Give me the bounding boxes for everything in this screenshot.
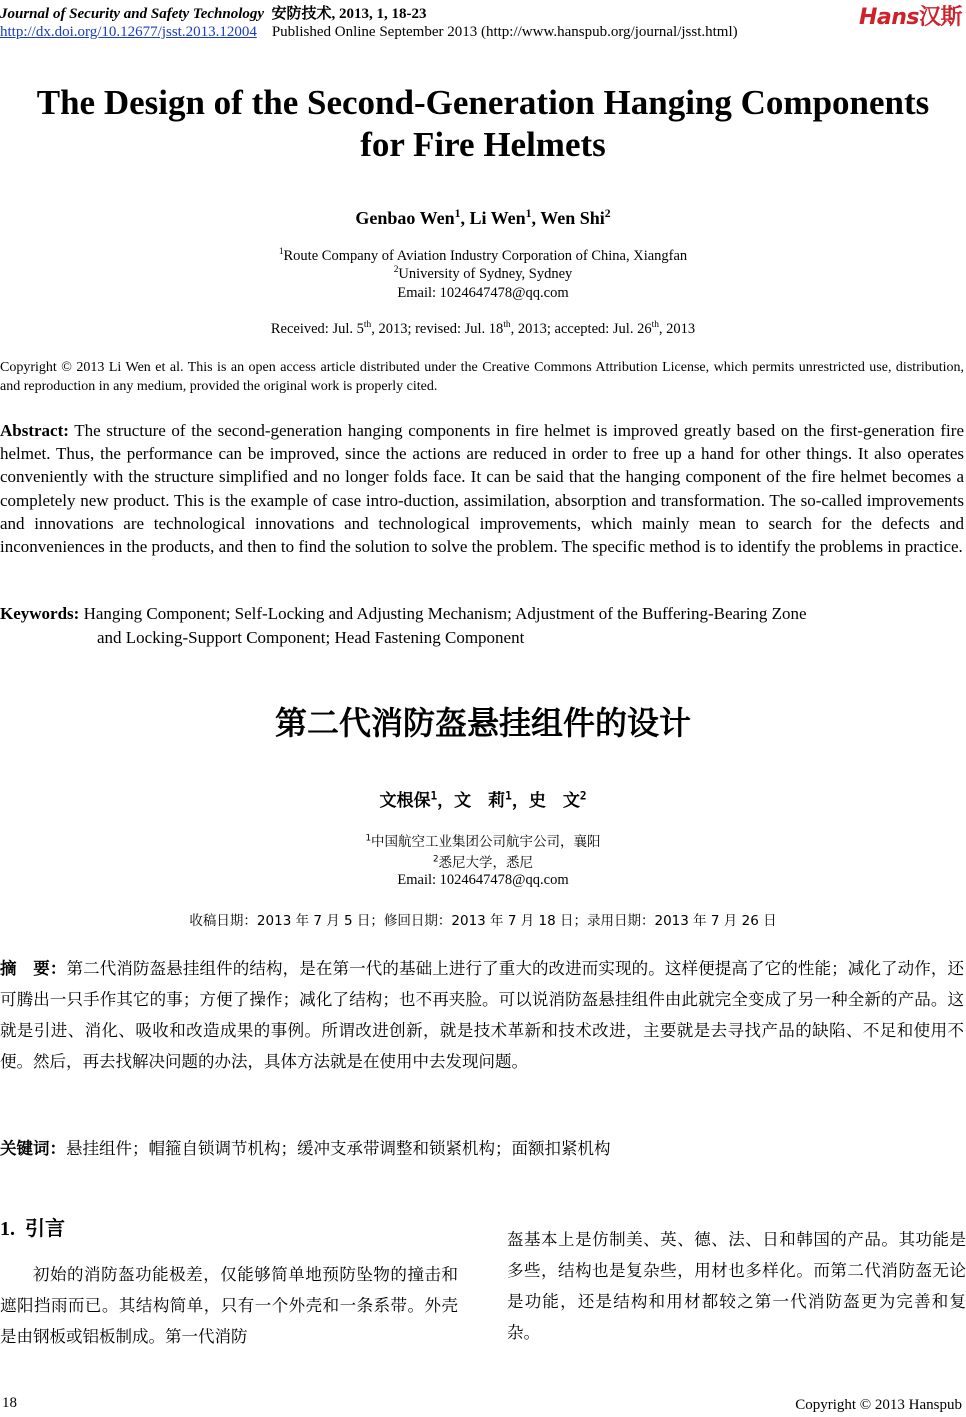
author-cn-name: 史 文	[528, 791, 580, 811]
keywords-cn-text: 悬挂组件；帽箍自锁调节机构；缓冲支承带调整和锁紧机构；面额扣紧机构	[66, 1139, 611, 1158]
date-part: , 2013	[658, 321, 696, 337]
aff-text: University of Sydney, Sydney	[398, 266, 573, 282]
header-links	[0, 24, 738, 41]
keywords-line1: Hanging Component; Self-Locking and Adjusting Mechanism; Adjustment of the Buffering-Bearing Zone	[79, 604, 807, 623]
author-cn-sep: ，	[511, 791, 529, 811]
affiliation-cn-2	[0, 851, 966, 871]
author-cn-sup: 1	[430, 789, 438, 803]
authors-en	[0, 208, 966, 229]
author-name: Genbao Wen	[355, 208, 455, 228]
author-cn-name: 文 莉	[454, 791, 506, 811]
abstract-cn-text: 第二代消防盔悬挂组件的结构，是在第一代的基础上进行了重大的改进而实现的。这样便提高了它的性能；减化了动作，还可腾出一只手作其它的事；方便了操作；减化了结构；也不再夹脸。可以说消防盔悬挂组件由此就完全变成了另一种全新的产品。这就是引进、消化、吸收和改造成果的事例。所谓改进创新，就是技术革新和技术改进，主要就是去寻找产品的缺陷、不足和使用不便。然后，再去找解决问题的办法，具体方法就是在使用中去发现问题。	[0, 959, 965, 1071]
keywords-line2: and Locking-Support Component; Head Fastening Component	[97, 627, 525, 647]
keywords-cn-label: 关键词：	[0, 1139, 66, 1158]
author-sup: 1	[525, 207, 532, 220]
aff-sup: 2	[393, 265, 399, 276]
aff-text: Route Company of Aviation Industry Corporation of China, Xiangfan	[283, 248, 688, 264]
footer-copyright: Copyright © 2013 Hanspub	[795, 1397, 962, 1413]
date-sup: th	[651, 320, 659, 331]
published-info: Published Online September 2013 (http://www.hanspub.org/journal/jsst.html)	[271, 24, 738, 40]
date-sup: th	[503, 320, 511, 331]
authors-cn	[0, 786, 966, 811]
abstract-cn-label: 摘 要：	[0, 959, 67, 978]
aff-cn-text: 中国航空工业集团公司航宇公司，襄阳	[371, 834, 601, 850]
date-part: Received: Jul. 5	[270, 321, 364, 337]
hans-logo	[859, 0, 962, 31]
author-cn-sup: 2	[579, 789, 587, 803]
abstract-cn	[0, 953, 964, 1077]
keywords-cn	[0, 1135, 611, 1159]
aff-cn-sup: 1	[365, 833, 372, 844]
logo-latin: Hans	[858, 5, 919, 30]
email-cn: Email: 1024647478@qq.com	[397, 872, 569, 888]
journal-header	[0, 2, 427, 23]
keywords-en	[0, 602, 964, 649]
author-sup: 2	[604, 207, 611, 220]
title-en	[0, 82, 966, 166]
doi-link[interactable]: http://dx.doi.org/10.12677/jsst.2013.12004	[0, 24, 257, 40]
abstract-label: Abstract:	[0, 421, 69, 440]
dates-en	[0, 321, 966, 338]
affiliation-en-2	[0, 266, 966, 283]
title-en-line1: The Design of the Second-Generation Hanging Components	[36, 83, 930, 122]
copyright-note: Copyright © 2013 Li Wen et al. This is an open access article distributed under the Creative Commons Attribution License, which permits unrestricted use, distribution, and reproduction in any medium, provided the original work is properly cited.	[0, 360, 964, 394]
affiliation-en-1	[0, 248, 966, 265]
aff-sup: 1	[278, 247, 284, 258]
section-heading	[0, 1212, 65, 1241]
abstract-text: The structure of the second-generation hanging components in fire helmet is improved greatly based on the first-generation fire helmet. Thus, the performance can be improved, since the actions are reduced in order to free up a hand for other things. It also operates conveniently with the structure simplified and no longer folds face. It can be said that the hanging component of the fire helmet becomes a completely new product. This is the example of case intro-duction, assimilation, absorption and transformation. The so-called improvements and innovations are technological innovations and technological improvements, which mainly mean to search for the defects and inconveniences in the products, and then to find the solution to solve the problem. The specific method is to identify the problems in practice.	[0, 421, 964, 557]
email-en: Email: 1024647478@qq.com	[397, 285, 569, 301]
affiliation-cn-1	[0, 830, 966, 850]
author-cn-sep: ，	[437, 791, 455, 811]
author-sup: 1	[454, 207, 461, 220]
page-number: 18	[2, 1395, 17, 1411]
aff-cn-text: 悉尼大学，悉尼	[438, 855, 534, 871]
section-number: 1.	[0, 1218, 15, 1240]
dates-cn: 收稿日期：2013 年 7 月 5 日；修回日期：2013 年 7 月 18 日；录用日期：2013 年 7 月 26 日	[189, 913, 777, 929]
author-sep: ,	[460, 208, 470, 228]
logo-cn: 汉斯	[918, 5, 962, 30]
author-name: Wen Shi	[540, 208, 605, 228]
title-cn: 第二代消防盔悬挂组件的设计	[274, 704, 691, 742]
section-title: 引言	[25, 1216, 65, 1240]
date-sup: th	[363, 320, 372, 331]
body-column-left: 初始的消防盔功能极差，仅能够简单地预防坠物的撞击和遮阳挡雨而已。其结构简单，只有一个外壳和一条系带。外壳是由钢板或铝板制成。第一代消防	[0, 1265, 458, 1346]
abstract-en	[0, 419, 964, 558]
author-name: Li Wen	[469, 208, 526, 228]
author-cn-name: 文根保	[379, 791, 431, 811]
journal-name: Journal of Security and Safety Technology	[0, 6, 265, 22]
author-cn-sup: 1	[505, 789, 512, 803]
title-en-line2: for Fire Helmets	[360, 125, 606, 164]
date-part: , 2013; accepted: Jul. 26	[510, 321, 652, 337]
journal-cn-info: 安防技术, 2013, 1, 18-23	[271, 6, 427, 22]
aff-cn-sup: 2	[432, 854, 439, 865]
author-sep: ,	[531, 208, 541, 228]
keywords-label: Keywords:	[0, 604, 80, 623]
date-part: , 2013; revised: Jul. 18	[371, 321, 504, 337]
body-column-right: 盔基本上是仿制美、英、德、法、日和韩国的产品。其功能是多些，结构也是复杂些，用材也多样化。而第二代消防盔无论是功能，还是结构和用材都较之第一代消防盔更为完善和复杂。	[507, 1230, 966, 1342]
